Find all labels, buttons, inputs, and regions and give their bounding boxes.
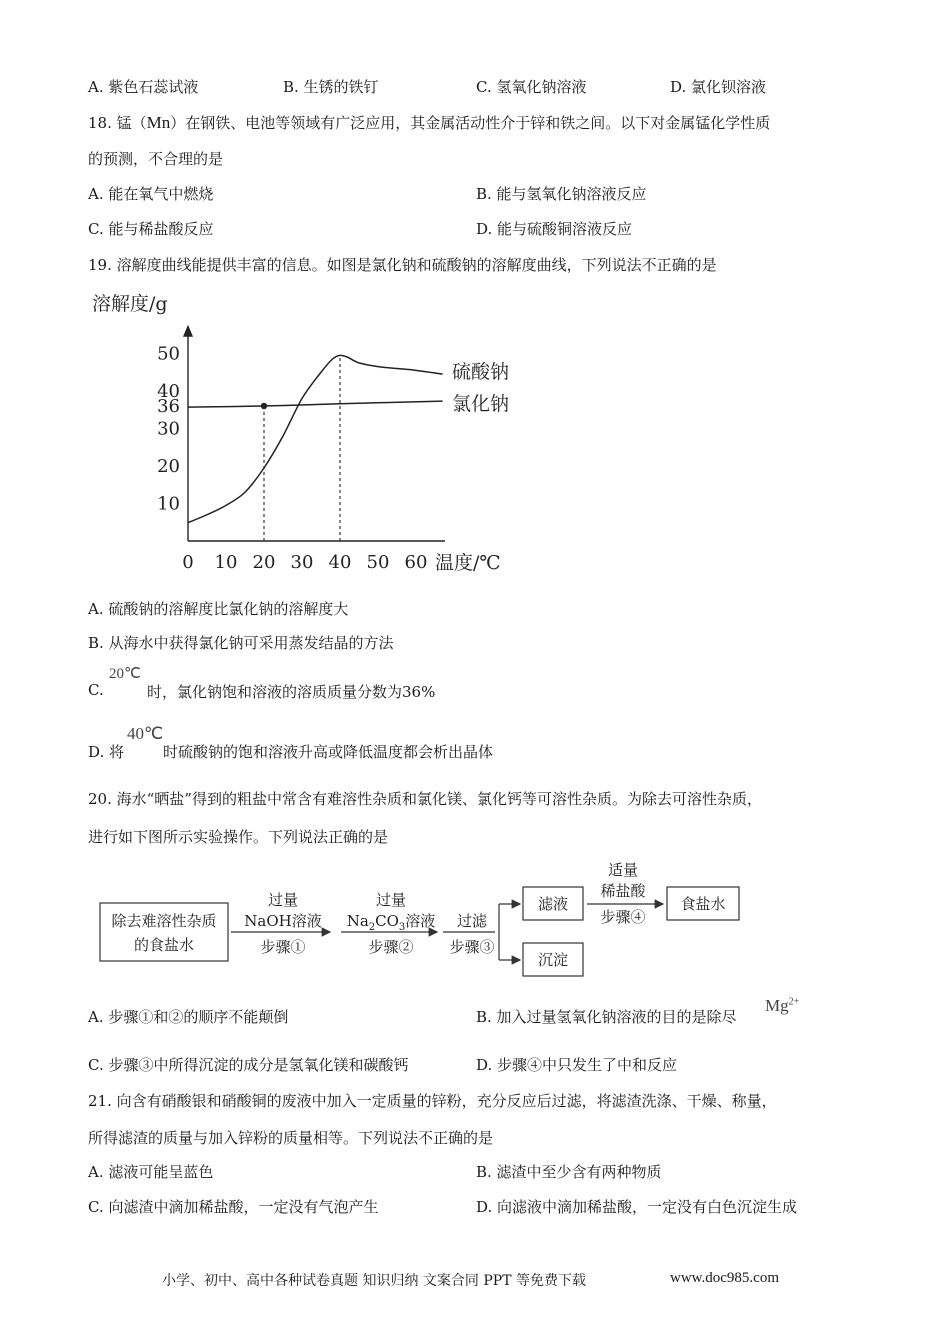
y-tick-label: 10 — [157, 493, 180, 515]
chart-ticks — [157, 344, 427, 574]
chart-guides — [261, 355, 340, 541]
x-tick-label: 20 — [252, 552, 276, 573]
chart-axes — [183, 325, 445, 541]
q18-stem-part1: 18. 锰（ — [88, 114, 147, 132]
q20-stem-line2: 进行如下图所示实验操作。下列说法正确的是 — [88, 828, 389, 846]
series-line-na2so4 — [188, 355, 443, 522]
x-tick-label: 40 — [328, 552, 352, 573]
q18-mn: Mn — [146, 113, 171, 132]
q21-option-b: B. 滤渣中至少含有两种物质 — [476, 1163, 662, 1181]
y-tick-label: 30 — [157, 418, 180, 440]
q18-stem — [88, 112, 770, 133]
q21-option-a: A. 滤液可能呈蓝色 — [88, 1163, 214, 1181]
q20-option-a: A. 步骤①和②的顺序不能颠倒 — [88, 1008, 289, 1026]
flow-step4-top2: 稀盐酸 — [600, 882, 646, 900]
flow-step2-bottom: 步骤② — [368, 938, 414, 956]
flow-step3-bottom: 步骤③ — [449, 938, 495, 956]
q20-stem-line1: 20. 海水“晒盐”得到的粗盐中常含有难溶性杂质和氯化镁、氯化钙等可溶性杂质。为除去可溶性杂质， — [88, 790, 762, 808]
q19-option-b: B. 从海水中获得氯化钠可采用蒸发结晶的方法 — [88, 634, 394, 652]
q20-option-d: D. 步骤④中只发生了中和反应 — [476, 1056, 678, 1074]
flow-start-line1: 除去难溶性杂质 — [111, 912, 217, 930]
flow-step1-reagent: NaOH溶液 — [244, 912, 322, 930]
q18-stem-part2: ）在钢铁、电池等领域有广泛应用，其金属活动性介于锌和铁之间。以下对金属锰化学性质 — [170, 114, 771, 132]
y-tick-label: 40 — [157, 381, 180, 402]
q18-option-c: C. 能与稀盐酸反应 — [88, 220, 214, 238]
flow-end: 食盐水 — [680, 895, 726, 913]
y-tick-label: 20 — [157, 456, 180, 477]
x-tick-label: 30 — [290, 552, 314, 573]
flow-precipitate: 沉淀 — [537, 951, 569, 969]
flow-step2-reagent: $Na_2CO_3$溶液 — [346, 912, 436, 933]
q18-option-a: A. 能在氧气中燃烧 — [88, 185, 214, 203]
flow-step1-top: 过量 — [267, 891, 299, 909]
y-tick-label: 50 — [157, 343, 180, 365]
series-label-nacl: 氯化钠 — [452, 393, 510, 415]
series-label-na2so4: 硫酸钠 — [452, 361, 510, 383]
q19-option-c-prefix: C. — [88, 681, 104, 699]
q21-stem-line1: 21. 向含有硝酸银和硝酸铜的废液中加入一定质量的锌粉，充分反应后过滤，将滤渣洗涤、干燥、称量， — [88, 1092, 777, 1110]
q19-option-c-temp: 20℃ — [109, 666, 141, 682]
q18-option-d: D. 能与硫酸铜溶液反应 — [476, 220, 633, 238]
flow-step1-bottom: 步骤① — [260, 938, 306, 956]
q18-option-b: B. 能与氢氧化钠溶液反应 — [476, 185, 647, 203]
chart-y-axis-label: 溶解度/g — [92, 293, 168, 315]
q18-stem-line2: 的预测，不合理的是 — [88, 150, 224, 168]
y-axis-arrow — [183, 325, 193, 337]
q20-option-c: C. 步骤③中所得沉淀的成分是氢氧化镁和碳酸钙 — [88, 1056, 409, 1074]
q20-option-b-ion: $Mg^{2+}$ — [765, 996, 800, 1015]
chart-lines — [188, 355, 443, 522]
q17-option-d: D. 氯化钡溶液 — [670, 78, 767, 96]
q17-option-b: B. 生锈的铁钉 — [283, 78, 379, 96]
flow-start-line2: 的食盐水 — [133, 936, 195, 954]
q19-option-d-prefix: D. 将 — [88, 743, 125, 761]
x-tick-label: 10 — [214, 552, 238, 573]
q21-option-d: D. 向滤液中滴加稀盐酸，一定没有白色沉淀生成 — [476, 1198, 798, 1216]
q19-option-c-text: 时，氯化钠饱和溶液的溶质质量分数为36% — [147, 683, 436, 701]
footer-text: 小学、初中、高中各种试卷真题 知识归纳 文案合同 PPT 等免费下载 — [162, 1273, 586, 1289]
q19-option-a: A. 硫酸钠的溶解度比氯化钠的溶解度大 — [88, 600, 349, 618]
flow-step4-top1: 适量 — [607, 861, 639, 879]
q17-option-c: C. 氢氧化钠溶液 — [476, 78, 587, 96]
series-line-nacl — [188, 401, 443, 407]
q17-option-a: A. 紫色石蕊试液 — [88, 78, 199, 96]
solubility-chart — [80, 282, 540, 582]
footer-url: www.doc985.com — [670, 1270, 780, 1286]
flow-step3-top: 过滤 — [456, 912, 488, 930]
x-tick-label: 50 — [366, 552, 390, 573]
q20-option-b: B. 加入过量氢氧化钠溶液的目的是除尽 — [476, 1008, 737, 1026]
q19-stem: 19. 溶解度曲线能提供丰富的信息。如图是氯化钠和硫酸钠的溶解度曲线，下列说法不正确的是 — [88, 256, 717, 274]
x-tick-label: 0 — [182, 552, 194, 573]
x-tick-label: 60 — [404, 552, 428, 573]
flow-step4-bottom: 步骤④ — [600, 908, 646, 926]
q21-option-c: C. 向滤渣中滴加稀盐酸，一定没有气泡产生 — [88, 1198, 379, 1216]
y-tick-label: 36 — [157, 396, 180, 417]
q19-option-d-text: 时硫酸钠的饱和溶液升高或降低温度都会析出晶体 — [163, 743, 494, 761]
purification-flowchart — [95, 858, 755, 983]
q19-option-d-temp: 40℃ — [127, 724, 164, 743]
flow-filtrate: 滤液 — [537, 895, 569, 913]
chart-x-axis-label: 温度/℃ — [435, 552, 501, 574]
q21-stem-line2: 所得滤渣的质量与加入锌粉的质量相等。下列说法不正确的是 — [88, 1129, 494, 1147]
flow-step2-top: 过量 — [375, 891, 407, 909]
